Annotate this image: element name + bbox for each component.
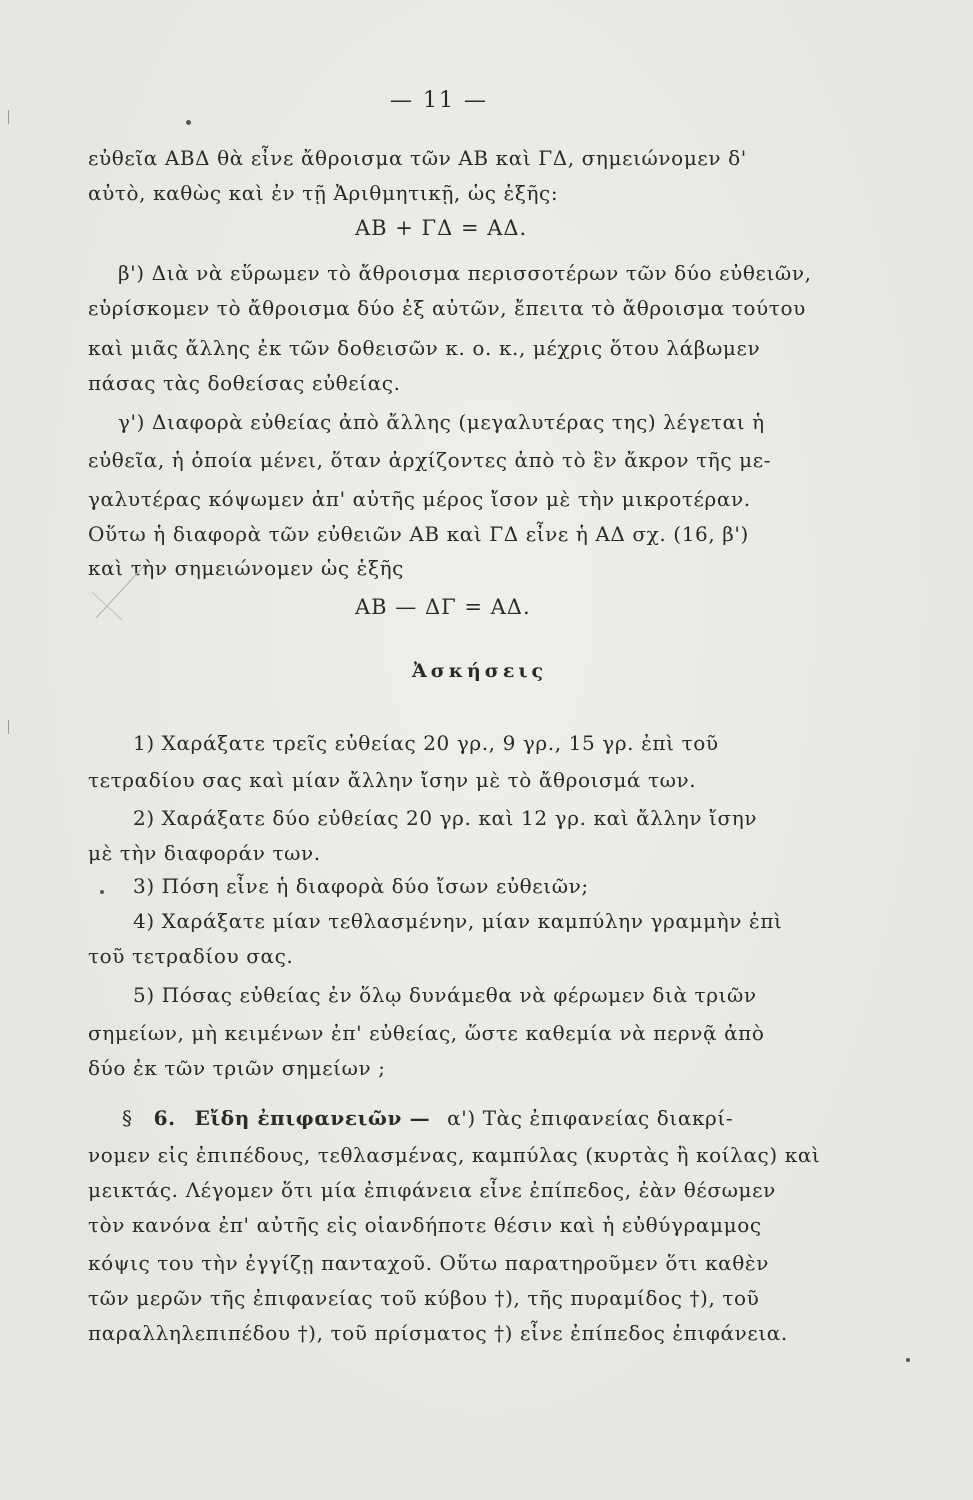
section-heading bbox=[122, 1108, 733, 1128]
text-line: γ') Διαφορὰ εὐθείας ἀπὸ ἄλλης (μεγαλυτέρας της) λέγεται ἡ bbox=[118, 410, 765, 434]
section-text: α') Τὰς ἐπιφανείας διακρί- bbox=[447, 1106, 734, 1130]
exercise-item: 4) Χαράξατε μίαν τεθλασμένην, μίαν καμπύλην γραμμὴν ἐπὶ bbox=[133, 909, 783, 933]
text-line: Οὕτω ἡ διαφορὰ τῶν εὐθειῶν ΑΒ καὶ ΓΔ εἶνε ἡ ΑΔ σχ. (16, β') bbox=[88, 522, 749, 546]
text-line: αὐτὸ, καθὼς καὶ ἐν τῇ Ἀριθμητικῇ, ὡς ἑξῆς: bbox=[88, 181, 559, 205]
text-line: εὑρίσκομεν τὸ ἄθροισμα δύο ἐξ αὐτῶν, ἔπειτα τὸ ἄθροισμα τούτου bbox=[88, 296, 806, 320]
page-number: — 11 — bbox=[390, 88, 488, 113]
exercise-item: μὲ τὴν διαφοράν των. bbox=[88, 841, 321, 865]
exercise-item: τοῦ τετραδίου σας. bbox=[88, 944, 294, 968]
formula-sum: ΑΒ + ΓΔ = ΑΔ. bbox=[355, 216, 528, 240]
ink-speck bbox=[100, 890, 104, 894]
exercise-item: 1) Χαράξατε τρεῖς εὐθείας 20 γρ., 9 γρ., 15 γρ. ἐπὶ τοῦ bbox=[133, 731, 719, 755]
exercise-item: 5) Πόσας εὐθείας ἐν ὅλῳ δυνάμεθα νὰ φέρωμεν διὰ τριῶν bbox=[133, 983, 757, 1007]
exercise-item: τετραδίου σας καὶ μίαν ἄλλην ἴσην μὲ τὸ ἄθροισμά των. bbox=[88, 768, 697, 792]
text-line: κόψις του τὴν ἐγγίζῃ πανταχοῦ. Οὕτω παρατηροῦμεν ὅτι καθὲν bbox=[88, 1251, 770, 1275]
text-line: καὶ τὴν σημειώνομεν ὡς ἑξῆς bbox=[88, 556, 404, 580]
ink-speck bbox=[906, 1358, 910, 1362]
text-line: παραλληλεπιπέδου †), τοῦ πρίσματος †) εἶνε ἐπίπεδος ἐπιφάνεια. bbox=[88, 1321, 788, 1345]
section-title: Εἴδη ἐπιφανειῶν — bbox=[194, 1106, 431, 1130]
text-line: μεικτάς. Λέγομεν ὅτι μία ἐπιφάνεια εἶνε ἐπίπεδος, ἐὰν θέσωμεν bbox=[88, 1178, 776, 1202]
exercise-item: 2) Χαράξατε δύο εὐθείας 20 γρ. καὶ 12 γρ. καὶ ἄλλην ἴσην bbox=[133, 806, 758, 830]
section-symbol: § bbox=[122, 1106, 133, 1130]
exercise-item: 3) Πόση εἶνε ἡ διαφορὰ δύο ἴσων εὐθειῶν; bbox=[133, 874, 589, 898]
text-line: εὐθεῖα, ἡ ὁποία μένει, ὅταν ἀρχίζοντες ἀπὸ τὸ ἓν ἄκρον τῆς με- bbox=[88, 448, 772, 472]
text-line: νομεν εἰς ἐπιπέδους, τεθλασμένας, καμπύλας (κυρτὰς ἢ κοίλας) καὶ bbox=[88, 1143, 821, 1167]
text-line: τῶν μερῶν τῆς ἐπιφανείας τοῦ κύβου †), τῆς πυραμίδος †), τοῦ bbox=[88, 1286, 760, 1310]
exercise-item: σημείων, μὴ κειμένων ἐπ' εὐθείας, ὥστε καθεμία νὰ περνᾷ ἀπὸ bbox=[88, 1021, 765, 1045]
formula-difference: ΑΒ — ΔΓ = ΑΔ. bbox=[355, 595, 531, 619]
exercises-heading: Ἀσκήσεις bbox=[412, 660, 548, 682]
pencil-mark-icon bbox=[92, 562, 152, 622]
edge-mark bbox=[8, 720, 9, 734]
ink-speck bbox=[186, 120, 191, 125]
text-line: τὸν κανόνα ἐπ' αὐτῆς εἰς οἱανδήποτε θέσιν καὶ ἡ εὐθύγραμμος bbox=[88, 1213, 762, 1237]
text-line: γαλυτέρας κόψωμεν ἀπ' αὐτῆς μέρος ἴσον μὲ τὴν μικροτέραν. bbox=[88, 487, 751, 511]
section-number: 6. bbox=[153, 1106, 176, 1130]
text-line: καὶ μιᾶς ἄλλης ἐκ τῶν δοθεισῶν κ. ο. κ., μέχρις ὅτου λάβωμεν bbox=[88, 336, 761, 360]
text-line: εὐθεῖα ΑΒΔ θὰ εἶνε ἄθροισμα τῶν ΑΒ καὶ ΓΔ, σημειώνομεν δ' bbox=[88, 146, 747, 170]
exercise-item: δύο ἐκ τῶν τριῶν σημείων ; bbox=[88, 1056, 386, 1080]
text-line: β') Διὰ νὰ εὕρωμεν τὸ ἄθροισμα περισσοτέρων τῶν δύο εὐθειῶν, bbox=[118, 261, 812, 285]
edge-mark bbox=[8, 110, 9, 124]
text-line: πάσας τὰς δοθείσας εὐθείας. bbox=[88, 371, 401, 395]
